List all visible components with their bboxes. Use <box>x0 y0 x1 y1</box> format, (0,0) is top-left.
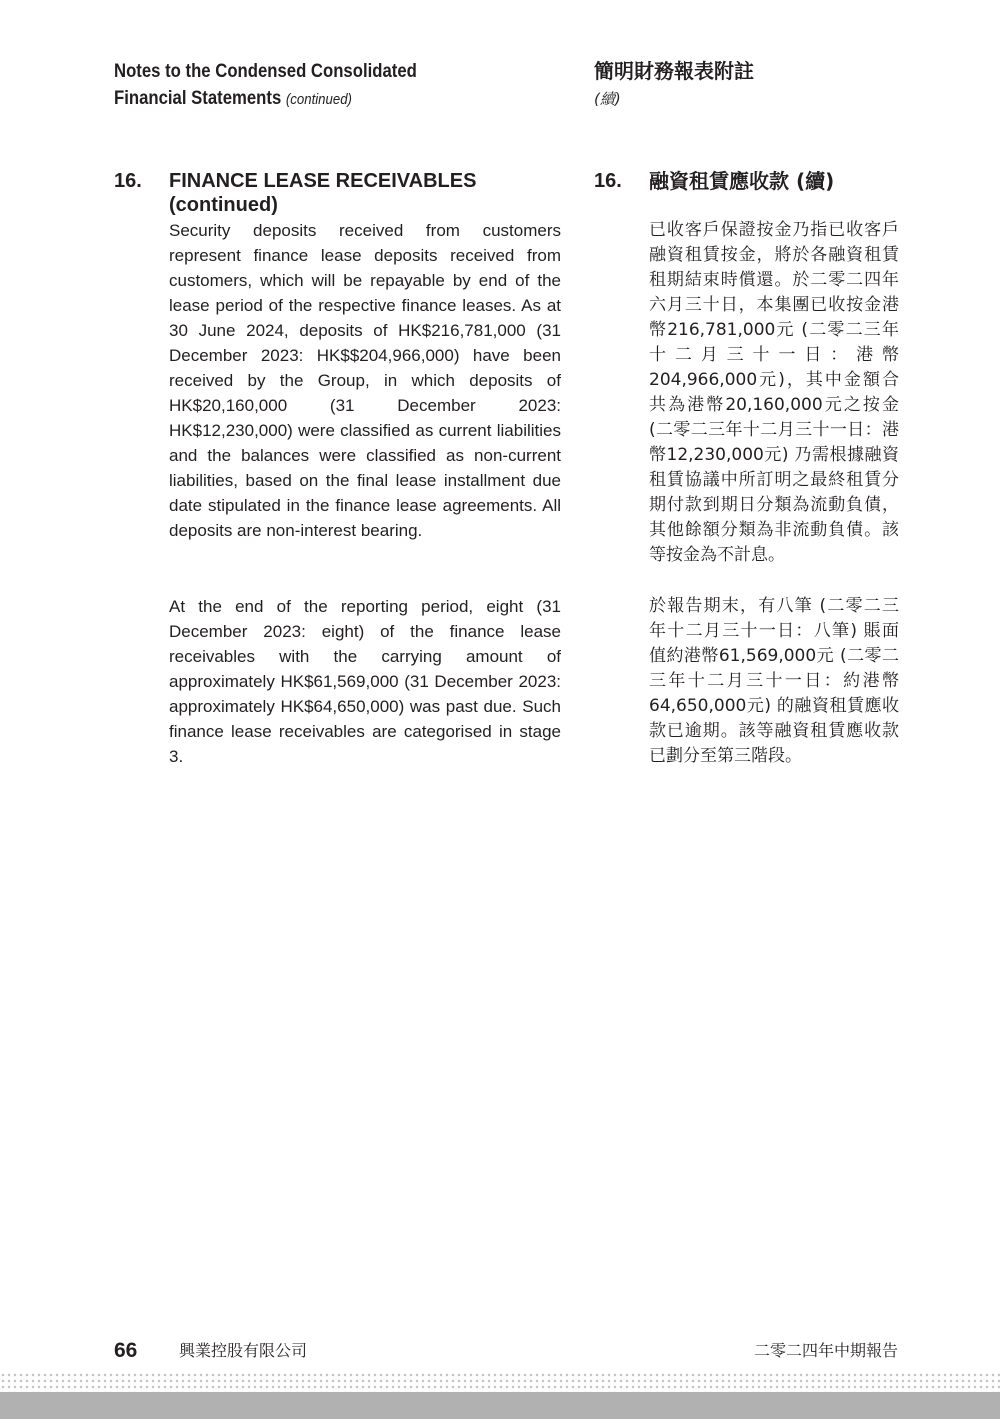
section-title-line2: (continued) <box>169 194 278 216</box>
paragraph-chinese-past-due: 於報告期末，有八筆 (二零二三年十二月三十一日：八筆) 賬面值約港幣61,569,000元 (二零二三年十二月三十一日：約港幣64,650,000元) 的融資租賃應收款已逾期。該等融資租賃應收款已劃分至第三階段。 <box>649 596 899 766</box>
header-continued: (continued) <box>285 91 352 108</box>
page-number: 66 <box>114 1339 138 1362</box>
paragraph-chinese-deposits: 已收客戶保證按金乃指已收客戶融資租賃按金，將於各融資租賃租期結束時償還。於二零二四年六月三十日，本集團已收按金港幣216,781,000元 (二零二三年十二月三十一日：港幣204,966,000元)，其中金額合共為港幣20,160,000元之按金 (二零二三年十二月三十一日：港幣12,230,000元) 乃需根據融資租賃協議中所訂明之最終租賃分期付款到期日分類為流動負債，其他餘額分類為非流動負債。該等按金為不計息。 <box>649 220 899 565</box>
header-title-line2 <box>114 85 484 113</box>
paragraph-english-deposits: Security deposits received from customers represent finance lease deposits received from customers, which will be repayable by end of the lease period of the respective finance leases. As at 30 June 2024, deposits of HK$216,781,000 (31 December 2023: HK$$204,966,000) have been received by the Group, in which deposits of HK$20,160,000 (31 December 2023: HK$12,230,000) were classified as current liabilities and the balances were classified as non-current liabilities, based on the final lease installment due date stipulated in the finance lease agreements. All deposits are non-interest bearing. <box>169 221 561 540</box>
paragraph-english-past-due: At the end of the reporting period, eight (31 December 2023: eight) of the finance lease receivables with the carrying amount of approximately HK$61,569,000 (31 December 2023: approximately HK$64,650,000) was past due. Such finance lease receivables are categorised in stage 3. <box>169 597 561 766</box>
running-header-english <box>114 58 484 113</box>
header-continued-chinese: (續) <box>594 90 621 108</box>
footer-dot-pattern <box>0 1372 1000 1392</box>
header-title-line2-text: Financial Statements <box>114 88 282 109</box>
footer-company-name: 興業控股有限公司 <box>179 1341 308 1360</box>
running-header-chinese <box>594 58 894 113</box>
footer-report-name: 二零二四年中期報告 <box>753 1341 898 1360</box>
header-title-line1: Notes to the Condensed Consolidated <box>114 61 417 82</box>
section-title-english <box>169 169 569 217</box>
footer-grey-band <box>0 1392 1000 1419</box>
section-number-english: 16. <box>114 170 142 192</box>
section-number-chinese: 16. <box>594 170 622 192</box>
section-title-chinese: 融資租賃應收款 (續) <box>649 169 835 193</box>
header-title-chinese: 簡明財務報表附註 <box>594 59 754 83</box>
section-title-line1: FINANCE LEASE RECEIVABLES <box>169 170 477 192</box>
